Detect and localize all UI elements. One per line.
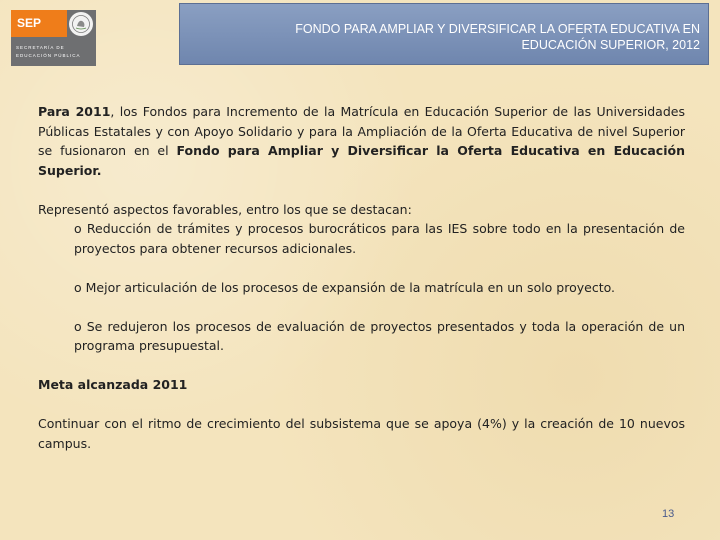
slide-content <box>38 102 685 453</box>
goal-heading <box>38 375 685 395</box>
sep-brand: SEP <box>11 10 67 37</box>
goal-paragraph: Continuar con el ritmo de crecimiento del subsistema que se apoya (4%) y la creación de 10 nuevos campus. <box>38 416 685 451</box>
intro-fund-name: Fondo para Ampliar y Diversificar la Oferta Educativa en Educación Superior. <box>38 143 685 178</box>
sep-logo <box>11 10 96 66</box>
logo-subtitle-1: SECRETARÍA DE <box>16 45 65 50</box>
slide-title-line-1: FONDO PARA AMPLIAR Y DIVERSIFICAR LA OFERTA EDUCATIVA EN <box>295 22 700 36</box>
intro-paragraph <box>38 102 685 180</box>
goal-heading-text: Meta alcanzada 2011 <box>38 377 188 392</box>
aspect-item-2: o Mejor articulación de los procesos de expansión de la matrícula en un solo proyecto. <box>74 279 616 295</box>
header-bar <box>179 3 709 65</box>
slide-title <box>190 21 700 53</box>
mexico-seal-icon <box>69 12 93 36</box>
aspects-lead: Representó aspectos favorables, entro los que se destacan: <box>38 201 412 217</box>
intro-year: Para 2011 <box>38 104 111 119</box>
page-number: 13 <box>662 508 675 520</box>
slide-title-line-2: EDUCACIÓN SUPERIOR, 2012 <box>521 38 700 52</box>
logo-subtitle-2: EDUCACIÓN PÚBLICA <box>16 53 81 58</box>
intro-text: , los Fondos para Incremento de la Matrícula en Educación Superior de las Universidades Públicas Estatales y con Apoyo Solidario y para la Ampliación de la Oferta Educativa de nivel Superior se fusionaron en el <box>38 104 685 158</box>
aspect-item-3: o Se redujeron los procesos de evaluación de proyectos presentados y toda la operación de un programa presupuestal. <box>74 318 685 353</box>
aspect-item-1: o Reducción de trámites y procesos burocráticos para las IES sobre todo en la presentación de proyectos para obtener recursos adicionales. <box>74 221 685 256</box>
